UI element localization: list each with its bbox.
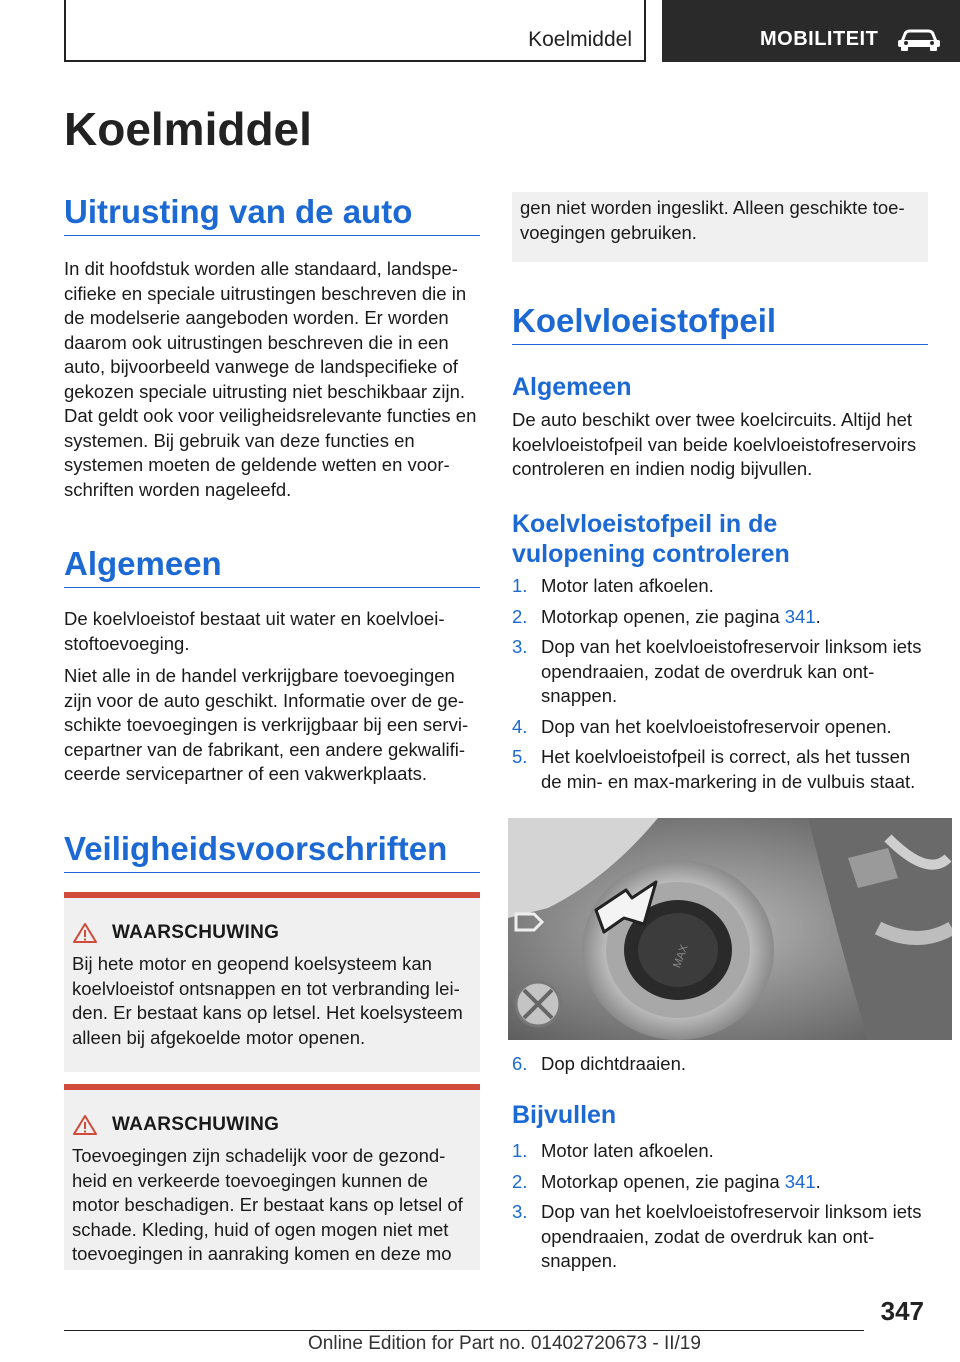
page-title: Koelmiddel: [64, 103, 312, 155]
step-number: 2.: [512, 1170, 528, 1192]
heading-refill: Bijvullen: [512, 1101, 617, 1129]
warning-header: [72, 922, 472, 944]
cap-marking: MAX: [671, 943, 691, 970]
page-link[interactable]: 341: [784, 605, 816, 627]
car-icon: [896, 28, 942, 52]
step-text-suffix: .: [815, 1170, 821, 1192]
warning-text: Toevoegingen zijn schadelijk voor de gezondheid en verkeerde toevoegingen kunnen de motor beschadigen. Er bestaat kans op letsel of schade. Kleding, huid of ogen mogen niet met toevoegingen in aanraking komen en deze mo: [72, 1145, 463, 1264]
heading-safety: Veiligheidsvoorschriften: [64, 830, 448, 867]
list-item: [512, 745, 932, 794]
heading-equipment: Uitrusting van de auto: [64, 193, 413, 230]
check-steps: [512, 574, 932, 800]
footer-edition: Online Edition for Part no. 01402720673 - II/19: [308, 1333, 701, 1354]
heading-level-general: Algemeen: [512, 373, 632, 401]
close-step-list: [512, 1052, 932, 1077]
step-number: 5.: [512, 746, 528, 767]
warning-header: [72, 1114, 472, 1136]
step-text: Motorkap openen, zie pagina: [541, 1170, 785, 1192]
coolant-reservoir-photo: [508, 818, 952, 1040]
header-section-tab: [64, 0, 646, 62]
fill-steps: [512, 1139, 932, 1280]
footer-rule: [64, 1330, 864, 1331]
list-item: [512, 1139, 932, 1164]
warning-box-hot-engine: [64, 892, 480, 1072]
step-number: 2.: [512, 605, 528, 627]
warning-label: WAARSCHUWING: [112, 922, 280, 943]
step-number: 3.: [512, 1201, 528, 1222]
step-text: Dop van het koelvloeistofreservoir linksom iets opendraaien, zodat de overdruk kan ontsnappen.: [541, 636, 922, 706]
warning-label: WAARSCHUWING: [112, 1114, 280, 1135]
warning-text: Bij hete motor en geopend koelsysteem kan koelvloeistof ontsnappen en tot verbranding leiden. Er bestaat kans op letsel. Het koelsysteem alleen bij afgekoelde motor openen.: [72, 953, 463, 1048]
heading-general: Algemeen: [64, 545, 222, 582]
step-text: Het koelvloeistofpeil is correct, als het tussen de min- en max-markering in de vulbuis staat.: [541, 746, 916, 792]
close-step: [512, 1052, 932, 1083]
step-number: 3.: [512, 636, 528, 657]
equipment-text: In dit hoofdstuk worden alle standaard, landspecifieke en speciale uitrustingen beschreven die in de modelserie aangeboden worden. Er worden daarom ook uitrustingen beschreven die in een auto, bijvoorbeeld vanwege de landspecifieke of gekozen speciale uitrusting niet beschikbaar zijn. Dat geldt ook voor veiligheidsrelevante functies en systemen. Bij gebruik van deze functies en systemen moeten de geldende wetten en voorschriften worden nageleefd.: [64, 258, 477, 500]
level-general-text: De auto beschikt over twee koelcircuits. Altijd het koelvloeistofpeil van beide koelvloeistofreservoirs controleren en indien nodig bijvullen.: [512, 409, 917, 479]
page-link[interactable]: 341: [784, 1170, 816, 1192]
list-item: [512, 605, 932, 630]
warning-box-additives: [64, 1084, 480, 1270]
general-paragraph-1: De koelvloeistof bestaat uit water en koelvloeistoftoevoeging.: [64, 608, 445, 654]
step-text: Dop dichtdraaien.: [541, 1053, 687, 1074]
step-number: 1.: [512, 575, 528, 596]
list-item: [512, 635, 932, 709]
step-number: 1.: [512, 1140, 528, 1161]
step-text: Motorkap openen, zie pagina: [541, 605, 785, 627]
warning-triangle-icon: [72, 1114, 98, 1136]
list-item: [512, 1170, 932, 1195]
heading-check-level: Koelvloeistofpeil in de vulopening controleren: [512, 510, 790, 568]
header-category-label: MOBILITEIT: [760, 28, 879, 50]
page-number: 347: [880, 1296, 924, 1326]
heading-coolant-level: Koelvloeistofpeil: [512, 302, 777, 339]
heading-rule: [64, 872, 480, 873]
heading-rule: [512, 344, 928, 345]
heading-rule: [64, 235, 480, 236]
list-item: [512, 574, 932, 599]
list-item: [512, 715, 932, 740]
warning-box-continued: gen niet worden ingeslikt. Alleen geschikte toevoegingen gebruiken.: [512, 192, 928, 262]
header-section-title: Koelmiddel: [528, 28, 632, 51]
step-text: Motor laten afkoelen.: [541, 575, 714, 596]
list-item: [512, 1052, 932, 1077]
list-item: [512, 1200, 932, 1274]
general-text: [64, 607, 482, 795]
step-number: 6.: [512, 1053, 528, 1074]
step-text: Dop van het koelvloeistofreservoir linksom iets opendraaien, zodat de overdruk kan ontsnappen.: [541, 1201, 922, 1271]
general-paragraph-2: Niet alle in de handel verkrijgbare toevoegingen zijn voor de auto geschikt. Informatie over de geschikte toevoegingen is verkrijgbaar bij een servicepartner van de fabrikant, een andere gekwalificeerde servicepartner of een vakwerkplaats.: [64, 665, 469, 784]
header-category-badge: [662, 0, 960, 62]
warning-triangle-icon: [72, 922, 98, 944]
step-text: Dop van het koelvloeistofreservoir openen.: [541, 715, 892, 737]
heading-rule: [64, 587, 480, 588]
step-number: 4.: [512, 715, 528, 737]
fill-steps-list: [512, 1139, 932, 1274]
step-text-suffix: .: [815, 605, 821, 627]
step-text: Motor laten afkoelen.: [541, 1140, 714, 1161]
check-steps-list: [512, 574, 932, 794]
